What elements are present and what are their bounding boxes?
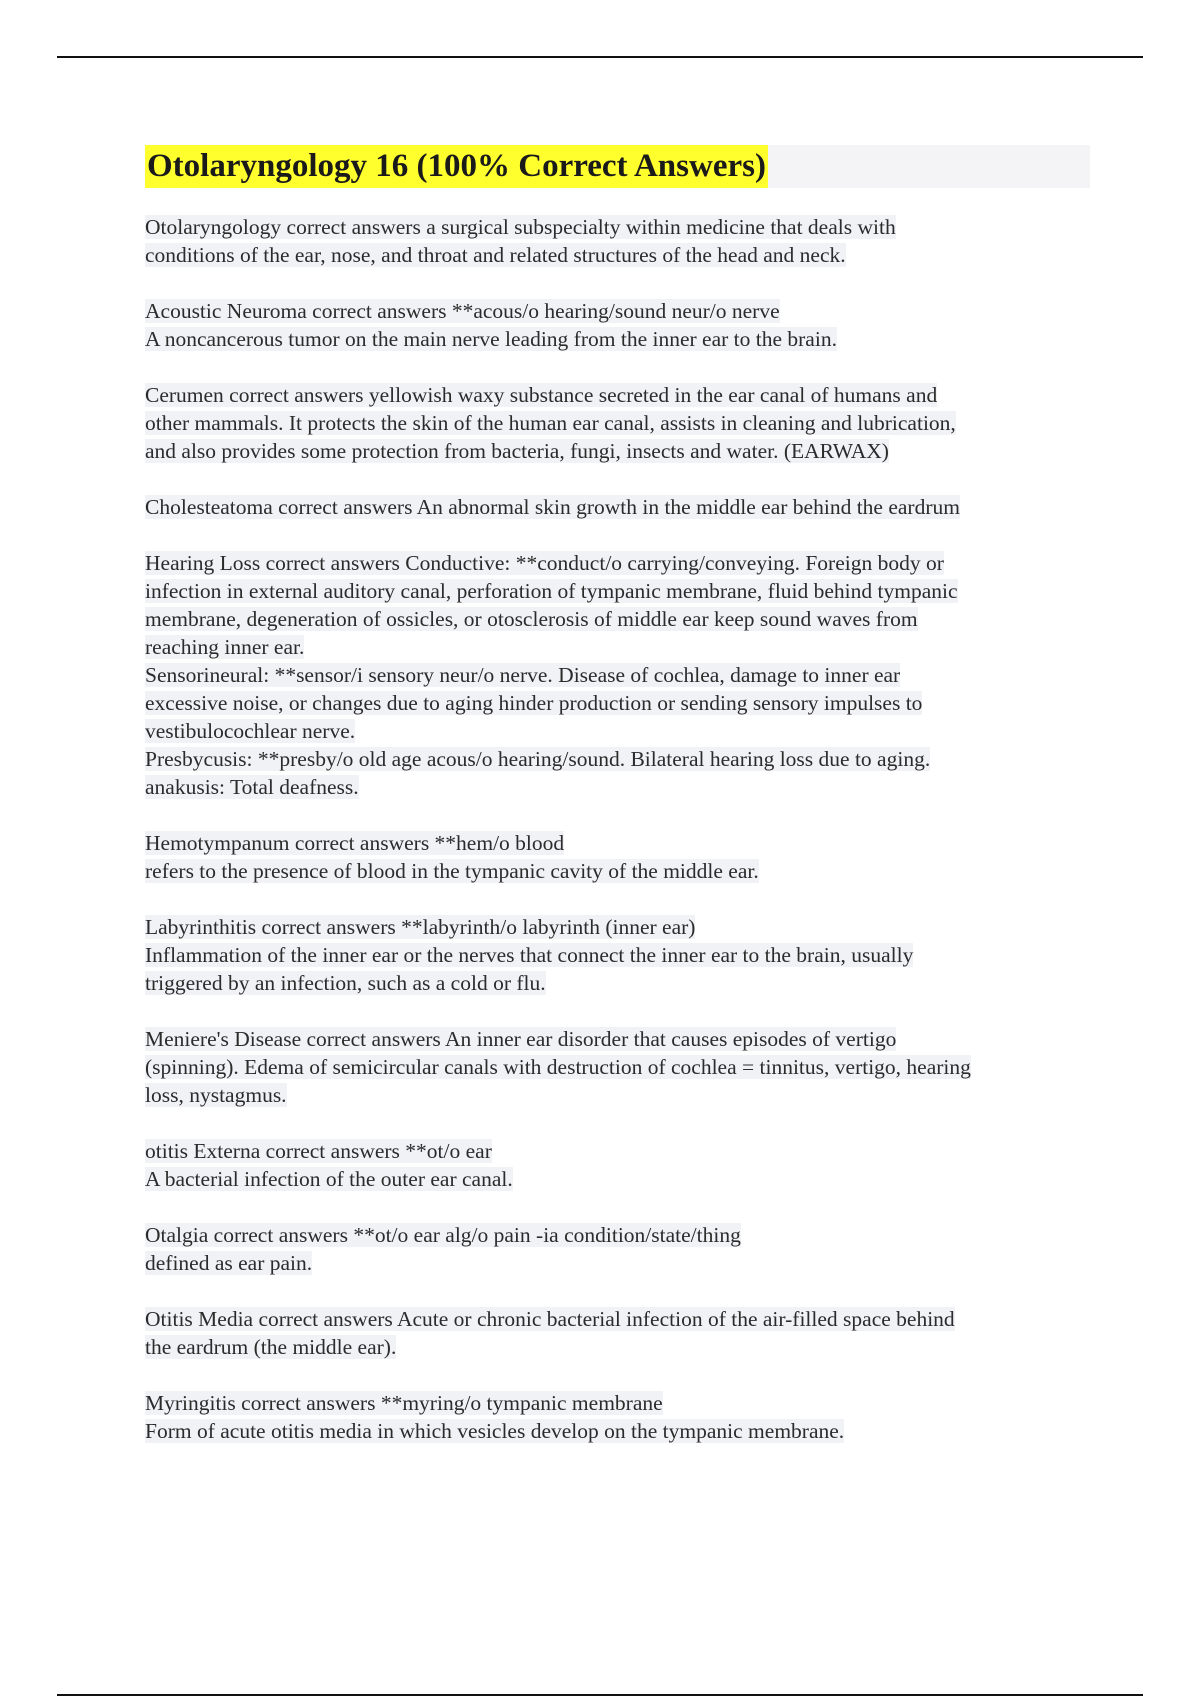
entry-text-line: Hearing Loss correct answers Conductive: **conduct/o carrying/conveying. Foreign body or: [145, 551, 944, 575]
entry-text-line: Cerumen correct answers yellowish waxy substance secreted in the ear canal of humans and: [145, 383, 938, 407]
entry-text-line: refers to the presence of blood in the tympanic cavity of the middle ear.: [145, 859, 759, 883]
entry-otitis-media: [145, 1305, 1090, 1361]
entry-text-line: (spinning). Edema of semicircular canals with destruction of cochlea = tinnitus, vertigo, hearing: [145, 1055, 971, 1079]
entry-text-line: defined as ear pain.: [145, 1251, 313, 1275]
bottom-rule: [57, 1694, 1143, 1696]
entry-text-line: anakusis: Total deafness.: [145, 775, 359, 799]
entry-text-line: reaching inner ear.: [145, 635, 305, 659]
entry-text-line: other mammals. It protects the skin of the human ear canal, assists in cleaning and lubrication,: [145, 411, 956, 435]
entry-text-line: membrane, degeneration of ossicles, or otosclerosis of middle ear keep sound waves from: [145, 607, 918, 631]
entry-text-line: and also provides some protection from bacteria, fungi, insects and water. (EARWAX): [145, 439, 889, 463]
entry-hemotympanum: [145, 829, 1090, 885]
entry-myringitis: [145, 1389, 1090, 1445]
entry-text-line: Form of acute otitis media in which vesicles develop on the tympanic membrane.: [145, 1419, 845, 1443]
entry-text-line: Myringitis correct answers **myring/o tympanic membrane: [145, 1391, 663, 1415]
entry-text-line: Cholesteatoma correct answers An abnormal skin growth in the middle ear behind the eardrum: [145, 495, 960, 519]
entry-text-line: loss, nystagmus.: [145, 1083, 287, 1107]
top-rule: [57, 56, 1143, 58]
entry-otalgia: [145, 1221, 1090, 1277]
entry-text-line: excessive noise, or changes due to aging hinder production or sending sensory impulses to: [145, 691, 923, 715]
entry-text-line: Hemotympanum correct answers **hem/o blood: [145, 831, 565, 855]
title-bar: [145, 145, 1090, 188]
entry-text-line: vestibulocochlear nerve.: [145, 719, 356, 743]
entry-text-line: Sensorineural: **sensor/i sensory neur/o nerve. Disease of cochlea, damage to inner ear: [145, 663, 901, 687]
entry-otitis-externa: [145, 1137, 1090, 1193]
entry-text-line: Presbycusis: **presby/o old age acous/o hearing/sound. Bilateral hearing loss due to aging.: [145, 747, 931, 771]
entry-text-line: Labyrinthitis correct answers **labyrinth/o labyrinth (inner ear): [145, 915, 696, 939]
entry-text-line: infection in external auditory canal, perforation of tympanic membrane, fluid behind tympanic: [145, 579, 958, 603]
entry-text-line: Otalgia correct answers **ot/o ear alg/o pain -ia condition/state/thing: [145, 1223, 741, 1247]
entry-text-line: Inflammation of the inner ear or the nerves that connect the inner ear to the brain, usually: [145, 943, 914, 967]
entry-labyrinthitis: [145, 913, 1090, 997]
document-title: Otolaryngology 16 (100% Correct Answers): [145, 145, 768, 188]
entry-text-line: Otitis Media correct answers Acute or chronic bacterial infection of the air-filled space behind: [145, 1307, 955, 1331]
entry-text-line: Meniere's Disease correct answers An inner ear disorder that causes episodes of vertigo: [145, 1027, 897, 1051]
entry-text-line: conditions of the ear, nose, and throat and related structures of the head and neck.: [145, 243, 846, 267]
entry-text-line: the eardrum (the middle ear).: [145, 1335, 397, 1359]
entry-menieres-disease: [145, 1025, 1090, 1109]
entry-text-line: A noncancerous tumor on the main nerve leading from the inner ear to the brain.: [145, 327, 837, 351]
entry-otolaryngology: [145, 213, 1090, 269]
entry-text-line: otitis Externa correct answers **ot/o ear: [145, 1139, 492, 1163]
entry-hearing-loss: [145, 549, 1090, 801]
entry-text-line: Otolaryngology correct answers a surgical subspecialty within medicine that deals with: [145, 215, 896, 239]
entry-text-line: A bacterial infection of the outer ear canal.: [145, 1167, 513, 1191]
entry-text-line: triggered by an infection, such as a cold or flu.: [145, 971, 546, 995]
entry-cerumen: [145, 381, 1090, 465]
entry-acoustic-neuroma: [145, 297, 1090, 353]
entry-text-line: Acoustic Neuroma correct answers **acous/o hearing/sound neur/o nerve: [145, 299, 780, 323]
entry-cholesteatoma: [145, 493, 1090, 521]
document-body: [145, 145, 1090, 1473]
